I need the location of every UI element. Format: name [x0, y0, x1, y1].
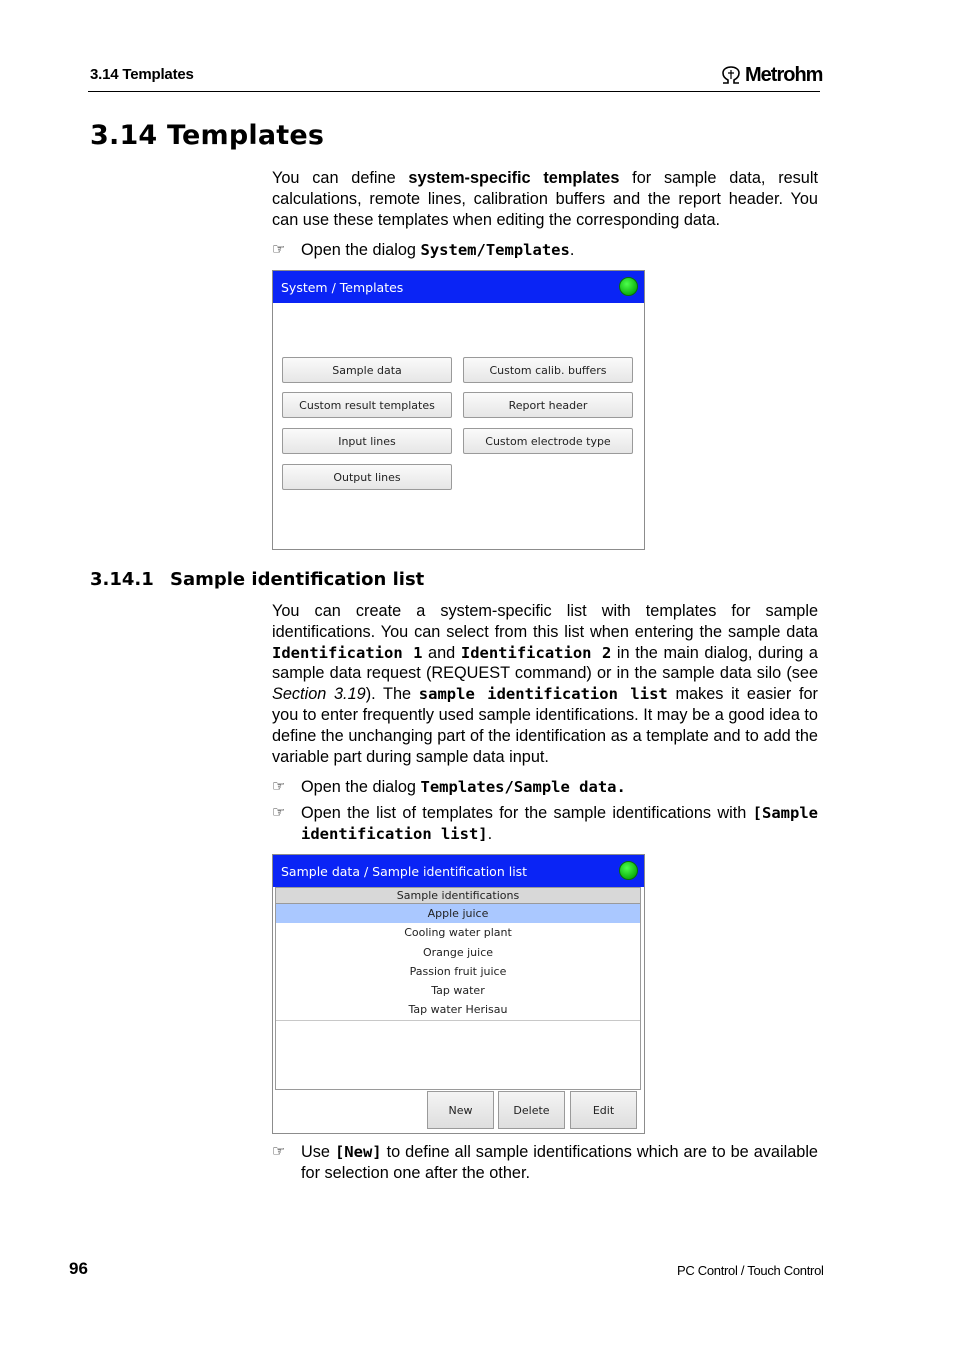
subsection-heading	[90, 569, 424, 590]
page-number: 96	[69, 1259, 88, 1278]
omega-icon	[720, 65, 742, 85]
list-item[interactable]: Passion fruit juice	[409, 964, 507, 978]
system-templates-dialog	[272, 270, 645, 550]
instruction-step: ☞ Open the list of templates for the sample identifications with [Sample identification list].	[272, 804, 818, 843]
subsection-number: 3.14.1	[90, 569, 154, 590]
section-heading: 3.14 Templates	[90, 120, 325, 151]
list-item[interactable]: Tap water	[431, 984, 485, 998]
document-name: PC Control / Touch Control	[677, 1263, 824, 1278]
sample-identification-list-dialog	[272, 854, 645, 1134]
instruction-step: ☞ Open the dialog Templates/Sample data.	[272, 778, 626, 796]
body-paragraph: You can create a system-specific list with templates for sample identifications. You can select from this list when entering the sample data Identification 1 and Identification 2 in the main dialog, during a sample data request (REQUEST command) or in the sample data silo (see Section 3.19). The sample identification list makes it easier for you to enter frequently used sample identifications. It may be a good idea to define the unchanging part of the identification as a template and to add the variable part during sample data input.	[272, 602, 818, 766]
header-rule	[88, 91, 820, 92]
instruction-step: ☞ Open the dialog System/Templates.	[272, 241, 575, 259]
custom-calib-buffers-button[interactable]: Custom calib. buffers	[463, 357, 633, 383]
list-item[interactable]: Apple juice	[276, 904, 640, 923]
edit-button[interactable]: Edit	[570, 1091, 637, 1129]
dialog-title: System / Templates	[281, 279, 404, 295]
custom-result-templates-button[interactable]: Custom result templates	[282, 392, 452, 418]
list-item[interactable]: Cooling water plant	[404, 926, 512, 940]
delete-button[interactable]: Delete	[498, 1091, 565, 1129]
custom-electrode-type-button[interactable]: Custom electrode type	[463, 428, 633, 454]
list-item[interactable]: Orange juice	[422, 945, 494, 959]
instruction-step: ☞ Use [New] to define all sample identifications which are to be available for selection one after the other.	[272, 1143, 818, 1182]
identifications-list	[275, 887, 641, 1090]
dialog-title: Sample data / Sample identification list	[281, 863, 528, 879]
pointing-hand-icon: ☞	[272, 778, 286, 795]
list-divider	[276, 1020, 640, 1021]
pointing-hand-icon: ☞	[272, 1143, 286, 1160]
intro-paragraph: You can define system-specific templates for sample data, result calculations, remote lines, calibration buffers and the report header. You can use these templates when editing the corresponding data.	[272, 169, 819, 229]
report-header-button[interactable]: Report header	[463, 392, 633, 418]
status-led-icon	[619, 861, 638, 880]
dialog-titlebar	[273, 271, 644, 303]
output-lines-button[interactable]: Output lines	[282, 464, 452, 490]
metrohm-logo	[720, 62, 822, 88]
status-led-icon	[619, 277, 638, 296]
new-button[interactable]: New	[427, 1091, 494, 1129]
input-lines-button[interactable]: Input lines	[282, 428, 452, 454]
subsection-title: Sample identification list	[170, 569, 425, 590]
list-item[interactable]: Tap water Herisau	[408, 1003, 508, 1017]
brand-name: Metrohm	[745, 63, 823, 86]
pointing-hand-icon: ☞	[272, 241, 286, 258]
list-column-header[interactable]: Sample identifications	[276, 888, 640, 904]
running-header-title: 3.14 Templates	[90, 66, 194, 83]
dialog-titlebar	[273, 855, 644, 887]
pointing-hand-icon: ☞	[272, 804, 286, 821]
sample-data-button[interactable]: Sample data	[282, 357, 452, 383]
